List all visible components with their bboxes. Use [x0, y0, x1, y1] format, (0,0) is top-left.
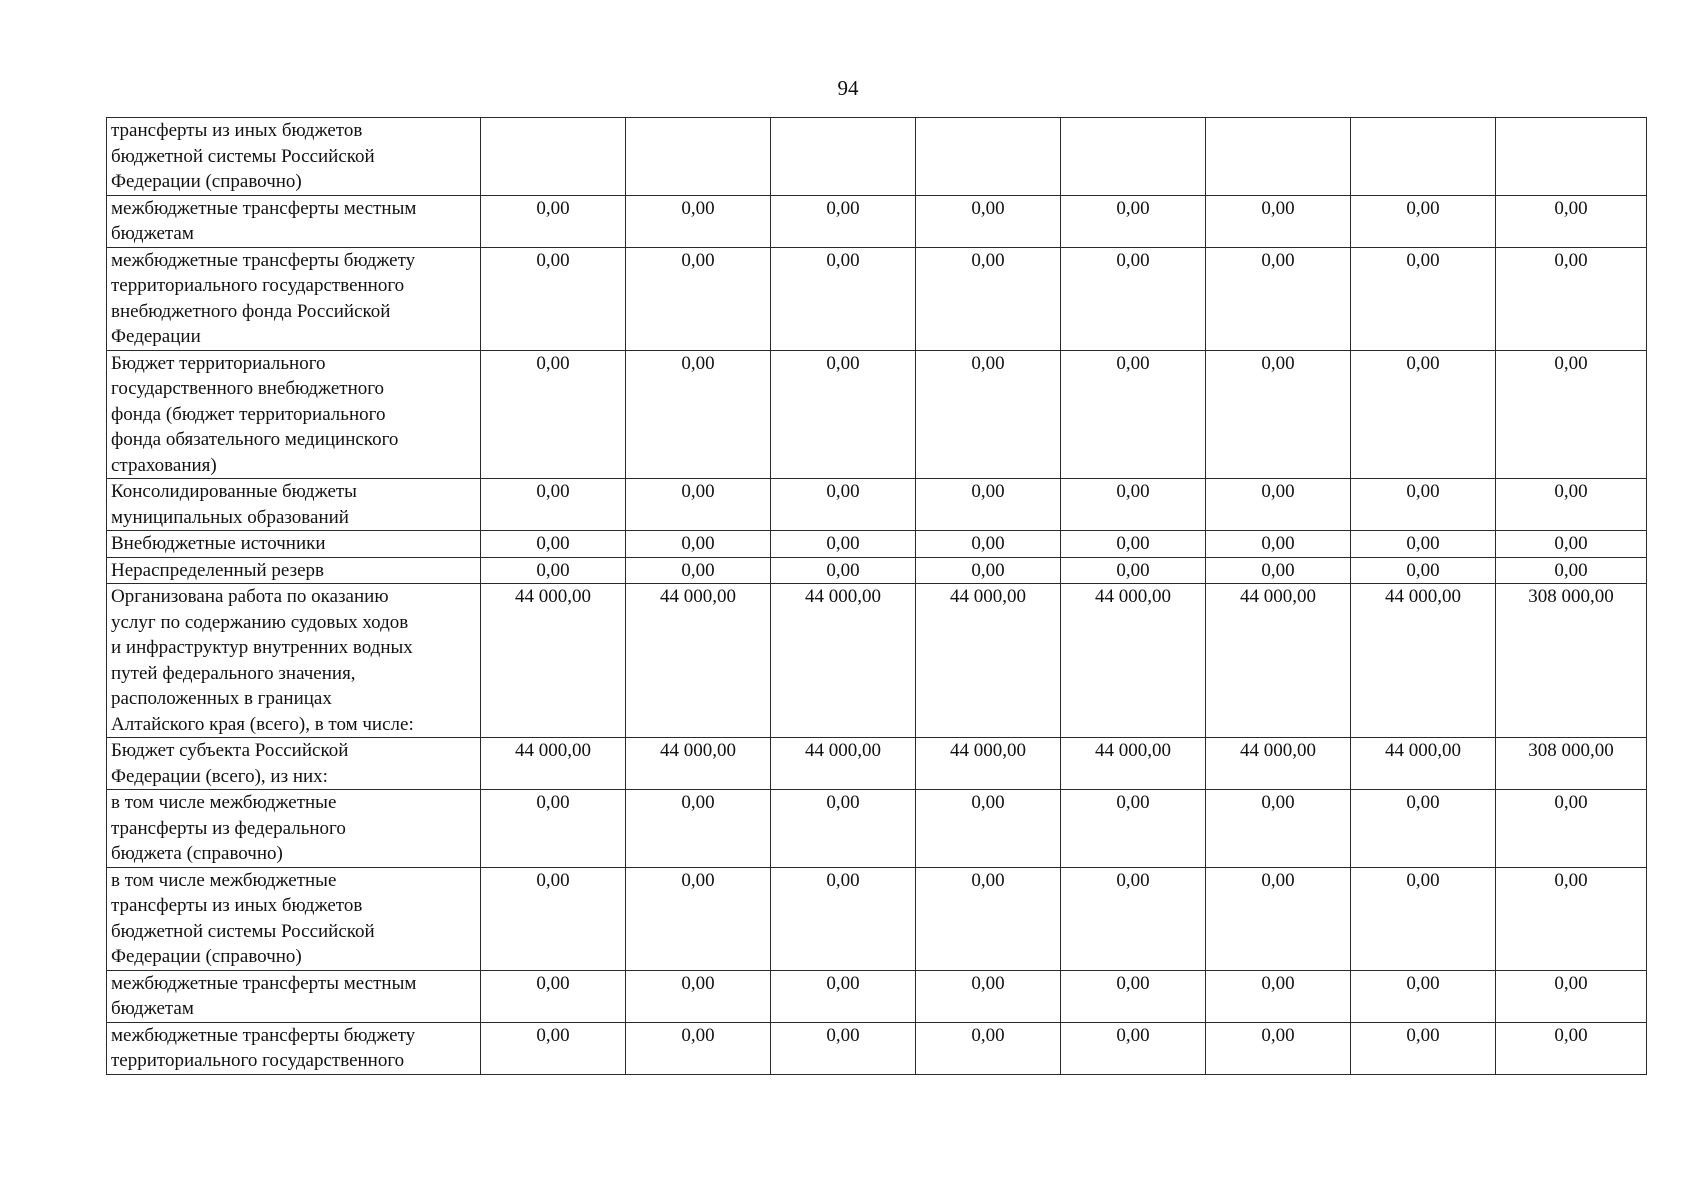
table-row	[107, 531, 1647, 558]
value-cell: 44 000,00	[1351, 584, 1496, 738]
page-number: 94	[837, 76, 859, 100]
row-label: Нераспределенный резерв	[107, 557, 481, 584]
value-cell: 0,00	[916, 790, 1061, 868]
value-cell: 0,00	[1496, 247, 1647, 350]
value-cell: 0,00	[1496, 531, 1647, 558]
value-cell: 0,00	[481, 195, 626, 247]
value-cell: 0,00	[916, 531, 1061, 558]
value-cell: 0,00	[1496, 970, 1647, 1022]
value-cell: 0,00	[1206, 790, 1351, 868]
row-label: межбюджетные трансферты местным бюджетам	[107, 195, 481, 247]
value-cell: 0,00	[1351, 531, 1496, 558]
value-cell: 0,00	[916, 970, 1061, 1022]
value-cell: 0,00	[1206, 350, 1351, 479]
value-cell: 0,00	[1206, 195, 1351, 247]
row-label: Консолидированные бюджеты муниципальных образований	[107, 479, 481, 531]
table-row	[107, 790, 1647, 868]
value-cell: 0,00	[1496, 557, 1647, 584]
value-cell: 0,00	[916, 350, 1061, 479]
budget-table	[106, 117, 1647, 1075]
value-cell: 0,00	[771, 479, 916, 531]
table-row	[107, 350, 1647, 479]
value-cell: 0,00	[1206, 1022, 1351, 1074]
value-cell: 0,00	[1351, 790, 1496, 868]
value-cell: 0,00	[916, 247, 1061, 350]
value-cell: 44 000,00	[916, 738, 1061, 790]
value-cell: 44 000,00	[1206, 584, 1351, 738]
table-row	[107, 557, 1647, 584]
value-cell: 0,00	[1496, 350, 1647, 479]
value-cell: 0,00	[1061, 247, 1206, 350]
value-cell: 0,00	[1206, 247, 1351, 350]
value-cell: 0,00	[1351, 557, 1496, 584]
value-cell: 0,00	[1496, 195, 1647, 247]
value-cell: 0,00	[1206, 557, 1351, 584]
value-cell: 0,00	[771, 247, 916, 350]
value-cell: 44 000,00	[481, 584, 626, 738]
value-cell: 0,00	[1061, 479, 1206, 531]
value-cell: 0,00	[481, 350, 626, 479]
value-cell	[771, 118, 916, 196]
value-cell: 0,00	[626, 790, 771, 868]
value-cell: 0,00	[771, 790, 916, 868]
value-cell: 0,00	[771, 350, 916, 479]
value-cell: 0,00	[1351, 479, 1496, 531]
value-cell: 0,00	[626, 531, 771, 558]
row-label: Бюджет субъекта Российской Федерации (всего), из них:	[107, 738, 481, 790]
value-cell: 0,00	[1206, 479, 1351, 531]
value-cell: 0,00	[481, 1022, 626, 1074]
value-cell: 0,00	[916, 479, 1061, 531]
value-cell: 44 000,00	[771, 738, 916, 790]
value-cell	[1496, 118, 1647, 196]
value-cell: 308 000,00	[1496, 738, 1647, 790]
value-cell: 0,00	[771, 557, 916, 584]
value-cell: 0,00	[771, 867, 916, 970]
table-row	[107, 247, 1647, 350]
value-cell	[1206, 118, 1351, 196]
value-cell: 0,00	[916, 867, 1061, 970]
value-cell: 0,00	[1351, 247, 1496, 350]
value-cell: 0,00	[916, 195, 1061, 247]
value-cell: 44 000,00	[1061, 584, 1206, 738]
row-label: трансферты из иных бюджетов бюджетной системы Российской Федерации (справочно)	[107, 118, 481, 196]
value-cell: 0,00	[1351, 970, 1496, 1022]
row-label: Внебюджетные источники	[107, 531, 481, 558]
table-row	[107, 118, 1647, 196]
value-cell: 0,00	[1061, 195, 1206, 247]
value-cell: 0,00	[481, 970, 626, 1022]
value-cell: 0,00	[626, 1022, 771, 1074]
value-cell: 308 000,00	[1496, 584, 1647, 738]
value-cell: 0,00	[1061, 867, 1206, 970]
value-cell: 0,00	[481, 867, 626, 970]
table-row	[107, 738, 1647, 790]
value-cell: 0,00	[626, 247, 771, 350]
value-cell: 44 000,00	[626, 584, 771, 738]
value-cell: 0,00	[626, 479, 771, 531]
value-cell: 0,00	[626, 195, 771, 247]
value-cell	[481, 118, 626, 196]
value-cell: 0,00	[1061, 1022, 1206, 1074]
row-label: Бюджет территориального государственного внебюджетного фонда (бюджет территориального фонда обязательного медицинского страхования)	[107, 350, 481, 479]
value-cell: 44 000,00	[1206, 738, 1351, 790]
table-row	[107, 479, 1647, 531]
value-cell: 0,00	[1206, 867, 1351, 970]
value-cell: 44 000,00	[1061, 738, 1206, 790]
value-cell: 0,00	[1061, 790, 1206, 868]
row-label: Организована работа по оказанию услуг по содержанию судовых ходов и инфраструктур внутренних водных путей федерального значения, расположенных в границах Алтайского края (всего), в том числе:	[107, 584, 481, 738]
row-label: межбюджетные трансферты бюджету территориального государственного внебюджетного фонда Российской Федерации	[107, 247, 481, 350]
value-cell: 0,00	[481, 479, 626, 531]
value-cell: 0,00	[481, 247, 626, 350]
value-cell: 0,00	[1206, 531, 1351, 558]
value-cell: 0,00	[1206, 970, 1351, 1022]
value-cell: 0,00	[1061, 970, 1206, 1022]
table-row	[107, 970, 1647, 1022]
value-cell	[626, 118, 771, 196]
table-row	[107, 195, 1647, 247]
value-cell: 44 000,00	[771, 584, 916, 738]
value-cell: 44 000,00	[481, 738, 626, 790]
value-cell: 0,00	[1061, 531, 1206, 558]
row-label: межбюджетные трансферты бюджету территориального государственного	[107, 1022, 481, 1074]
value-cell: 0,00	[1351, 867, 1496, 970]
value-cell: 0,00	[771, 195, 916, 247]
value-cell: 0,00	[481, 790, 626, 868]
row-label: межбюджетные трансферты местным бюджетам	[107, 970, 481, 1022]
value-cell: 0,00	[1496, 790, 1647, 868]
value-cell: 0,00	[1496, 479, 1647, 531]
value-cell: 0,00	[1351, 350, 1496, 479]
value-cell: 44 000,00	[626, 738, 771, 790]
row-label: в том числе межбюджетные трансферты из федерального бюджета (справочно)	[107, 790, 481, 868]
value-cell: 0,00	[771, 1022, 916, 1074]
value-cell: 0,00	[916, 557, 1061, 584]
value-cell: 0,00	[1061, 557, 1206, 584]
value-cell: 0,00	[916, 1022, 1061, 1074]
value-cell: 0,00	[626, 970, 771, 1022]
value-cell: 0,00	[1351, 195, 1496, 247]
value-cell: 0,00	[1496, 1022, 1647, 1074]
value-cell: 0,00	[626, 350, 771, 479]
value-cell	[1061, 118, 1206, 196]
value-cell	[1351, 118, 1496, 196]
value-cell	[916, 118, 1061, 196]
value-cell: 0,00	[481, 531, 626, 558]
value-cell: 0,00	[481, 557, 626, 584]
table-row	[107, 584, 1647, 738]
value-cell: 0,00	[626, 867, 771, 970]
table-row	[107, 1022, 1647, 1074]
table-row	[107, 867, 1647, 970]
value-cell: 0,00	[771, 970, 916, 1022]
value-cell: 44 000,00	[1351, 738, 1496, 790]
row-label: в том числе межбюджетные трансферты из иных бюджетов бюджетной системы Российской Федерации (справочно)	[107, 867, 481, 970]
value-cell: 44 000,00	[916, 584, 1061, 738]
value-cell: 0,00	[1351, 1022, 1496, 1074]
value-cell: 0,00	[1061, 350, 1206, 479]
value-cell: 0,00	[1496, 867, 1647, 970]
value-cell: 0,00	[771, 531, 916, 558]
value-cell: 0,00	[626, 557, 771, 584]
